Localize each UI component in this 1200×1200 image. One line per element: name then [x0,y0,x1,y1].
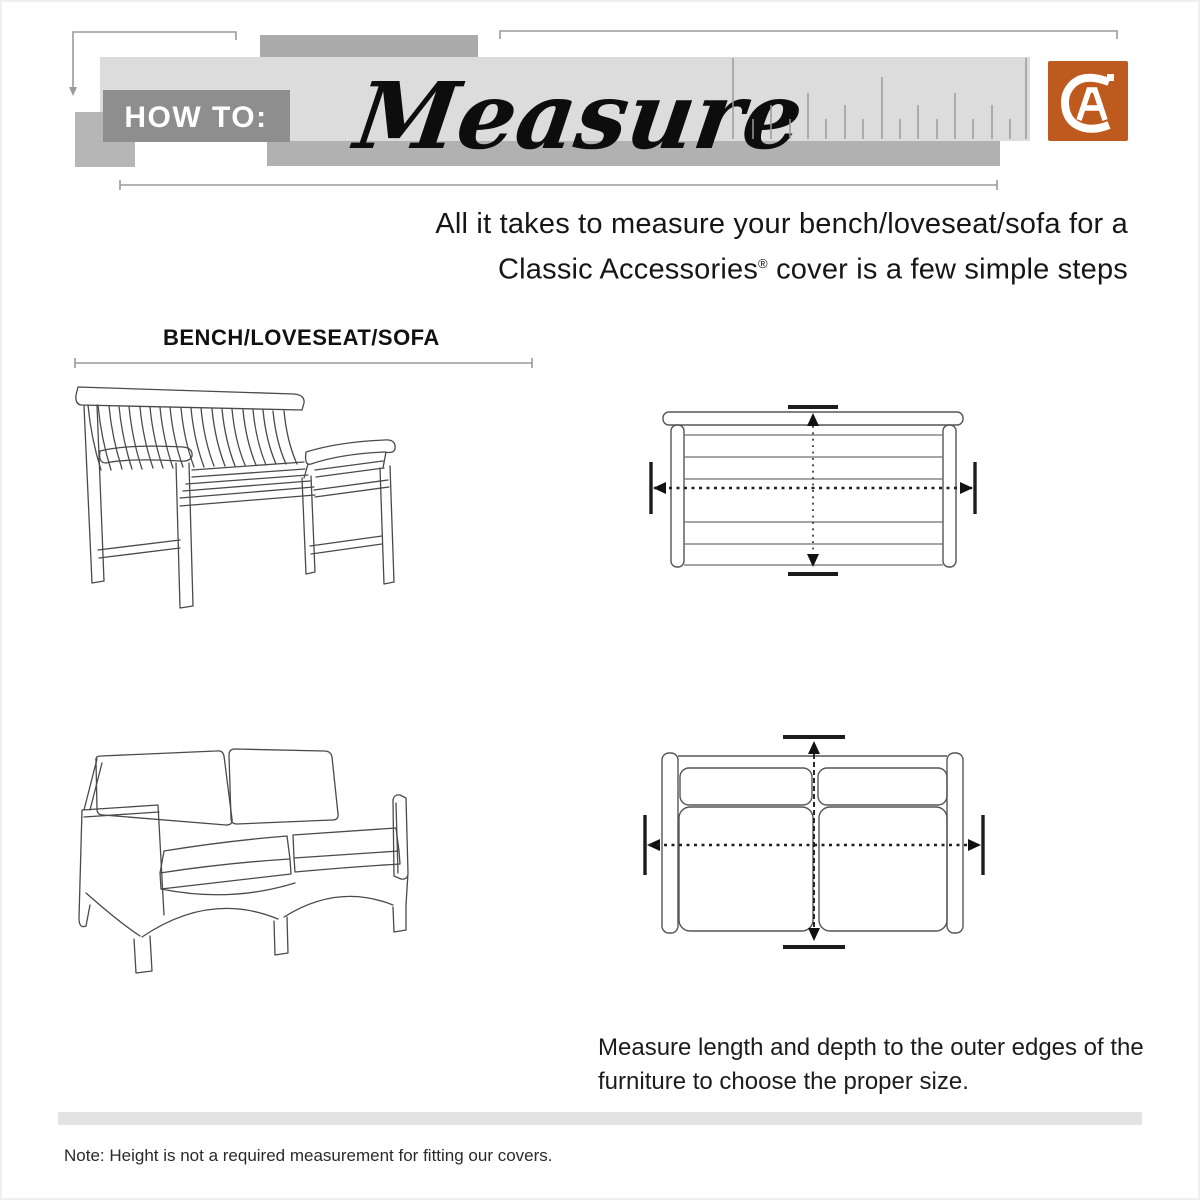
intro-line-1: All it takes to measure your bench/loveseat/sofa for a [435,208,1128,240]
intro-text [435,205,1128,290]
footer-note: Note: Height is not a required measurement for fitting our covers. [64,1146,553,1165]
loveseat-top-right-arm [947,753,963,933]
classic-accessories-logo [1048,61,1128,141]
bench-back-plank [76,387,304,410]
bench-side-drawing [68,378,538,643]
bench-depth-measurement [788,407,838,574]
loveseat-top-view-diagram [635,728,1005,953]
loveseat-top-seat-cushion-right [819,807,947,931]
loveseat-top-back-cushion-left [680,768,812,805]
loveseat-top-left-arm [662,753,678,933]
bench-right-rails [315,461,384,477]
loveseat-seat-cushion-right [293,828,400,872]
intro-line-2: Classic Accessories® cover is a few simple steps [498,253,1128,286]
kicker-text: HOW TO: [124,101,268,134]
bench-left-front-leg [176,463,193,608]
loveseat-back-cushion-right [229,749,338,824]
instruction-line-1: Measure length and depth to the outer edges of the [598,1034,1144,1061]
header-banner [0,0,1200,200]
header-bottom-dimension-line [120,180,997,190]
bench-left-stretcher [98,540,180,558]
bench-spindles [88,405,297,470]
loveseat-right-arm [393,795,408,905]
bench-left-arm [100,446,192,463]
bench-front-rail [180,480,389,506]
logo-notch [1107,74,1114,81]
bench-top-view-diagram [640,398,1010,583]
bench-length-measurement [651,462,975,514]
loveseat-back-cushion-left [96,751,232,825]
loveseat-apron [86,883,393,937]
bench-seat-slats [183,462,310,491]
loveseat-right-leg [393,905,406,932]
loveseat-top-back-cushion-right [818,768,947,805]
section-dimension-line [70,354,540,374]
instruction-line-2: furniture to choose the proper size. [598,1068,969,1095]
bench-top-left-post [671,425,684,567]
loveseat-top-seat-cushion-left [679,807,813,931]
bench-top-right-post [943,425,956,567]
bench-right-stretcher [310,536,382,554]
instruction-text [598,1031,1144,1099]
loveseat-left-leg [134,936,152,973]
loveseat-center-leg [274,917,288,955]
loveseat-seat-cushion-left [160,836,291,889]
loveseat-back-left-edge [84,759,102,810]
registered-mark: ® [758,256,768,271]
loveseat-side-drawing [60,733,500,983]
bench-top-slats [684,435,943,565]
top-right-bracket [500,31,1117,39]
section-label: BENCH/LOVESEAT/SOFA [163,325,440,350]
loveseat-left-arm [79,805,164,927]
bench-right-front-leg [380,452,394,584]
footer-divider-bar [58,1112,1142,1125]
header-title-text: Measure [348,61,810,170]
